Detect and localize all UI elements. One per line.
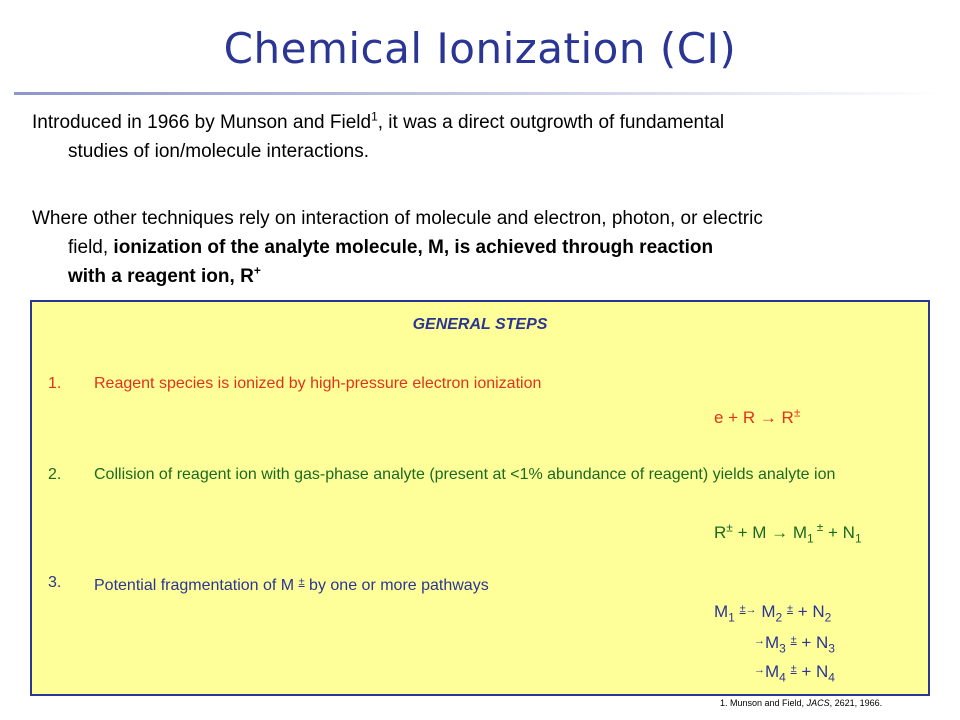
eq3-arrow: → (754, 664, 765, 676)
technique-text-1: Where other techniques rely on interaction of molecule and electron, photon, or electric (32, 208, 763, 229)
intro-text-3: studies of ion/molecule interactions. (68, 141, 369, 162)
step-2-number: 2. (48, 466, 62, 483)
technique-bold-1: ionization of the analyte molecule, M, is achieved through reaction (113, 237, 714, 258)
eq2-sub-3: 3 (779, 641, 786, 656)
step-2-eq-charge-r: ± (726, 520, 733, 535)
reagent-ion-charge: + (253, 263, 261, 278)
technique-bold-2: with a reagent ion, R (68, 266, 254, 287)
technique-text-2: field, (68, 237, 114, 258)
step-1-eq-text: e + R → R (714, 408, 794, 427)
footnote-text-a: 1. Munson and Field, (720, 698, 807, 708)
step-3-text-b: by one or more pathways (304, 577, 489, 594)
eq2-charge: ± (790, 634, 797, 646)
technique-line-3 (32, 262, 932, 291)
step-3-text-a: Potential fragmentation of M (94, 577, 299, 594)
technique-line-2 (32, 233, 932, 262)
step-3-equation-1 (714, 602, 832, 625)
eq1-sub-2: 2 (775, 610, 783, 625)
eq2-m3: M (765, 633, 780, 652)
eq3-plus-n: + N (796, 662, 829, 681)
step-1-text: Reagent species is ionized by high-pressure electron ionization (94, 375, 542, 392)
general-steps-box (30, 300, 930, 696)
footnote-journal: JACS (806, 698, 830, 708)
step-1-equation (714, 405, 801, 428)
eq3-sub-4: 4 (779, 670, 786, 685)
eq2-sub-n: 3 (828, 641, 835, 656)
slide-title: Chemical Ionization (CI) (223, 24, 737, 73)
eq2-arrow: → (754, 635, 765, 647)
step-3-text (94, 571, 924, 597)
footnote-text-b: , 2621, 1966. (829, 698, 883, 708)
eq1-m1: M (714, 602, 729, 621)
steps-heading: GENERAL STEPS (412, 316, 548, 333)
intro-paragraph (32, 108, 932, 166)
footnote-ref: 1 (371, 109, 378, 124)
technique-paragraph (32, 204, 932, 291)
eq2-plus-n: + N (796, 633, 829, 652)
footnote-citation (720, 698, 882, 708)
step-3-number: 3. (48, 574, 62, 591)
step-2-equation (714, 520, 862, 546)
intro-text-1: Introduced in 1966 by Munson and Field (32, 112, 372, 133)
step-1-eq-charge: ± (793, 405, 801, 420)
step-2-eq-charge-m: ± (816, 520, 824, 535)
step-2-eq-mid: + M → M (732, 523, 808, 542)
step-2-text: Collision of reagent ion with gas-phase analyte (present at <1% abundance of reagent) yields analyte ion (94, 466, 836, 483)
eq1-charge-2: ± (786, 603, 794, 615)
eq3-sub-n: 4 (828, 670, 835, 685)
eq1-m2: M (761, 602, 776, 621)
step-3-equation-2 (754, 633, 835, 656)
step-2-eq-sub-m: 1 (807, 531, 814, 546)
eq3-m4: M (765, 662, 780, 681)
step-2-eq-sub-n: 1 (854, 531, 862, 546)
step-3 (48, 571, 918, 594)
eq3-charge: ± (790, 663, 797, 675)
step-1 (48, 372, 918, 395)
step-3-equation-3 (754, 662, 835, 685)
step-3-charge: ± (298, 576, 305, 588)
eq1-sub-n: 2 (824, 610, 832, 625)
title-divider (14, 92, 944, 95)
step-2-eq-end: + N (823, 523, 855, 542)
step-1-number: 1. (48, 375, 62, 392)
eq1-sub-1: 1 (728, 610, 735, 625)
eq1-plus-n: + N (793, 602, 825, 621)
eq1-arrow: → (745, 604, 757, 616)
eq1-charge-1: ± (739, 603, 746, 615)
step-2-eq-r: R (714, 523, 727, 542)
intro-text-2: , it was a direct outgrowth of fundamental (377, 112, 725, 133)
step-2 (48, 463, 918, 509)
